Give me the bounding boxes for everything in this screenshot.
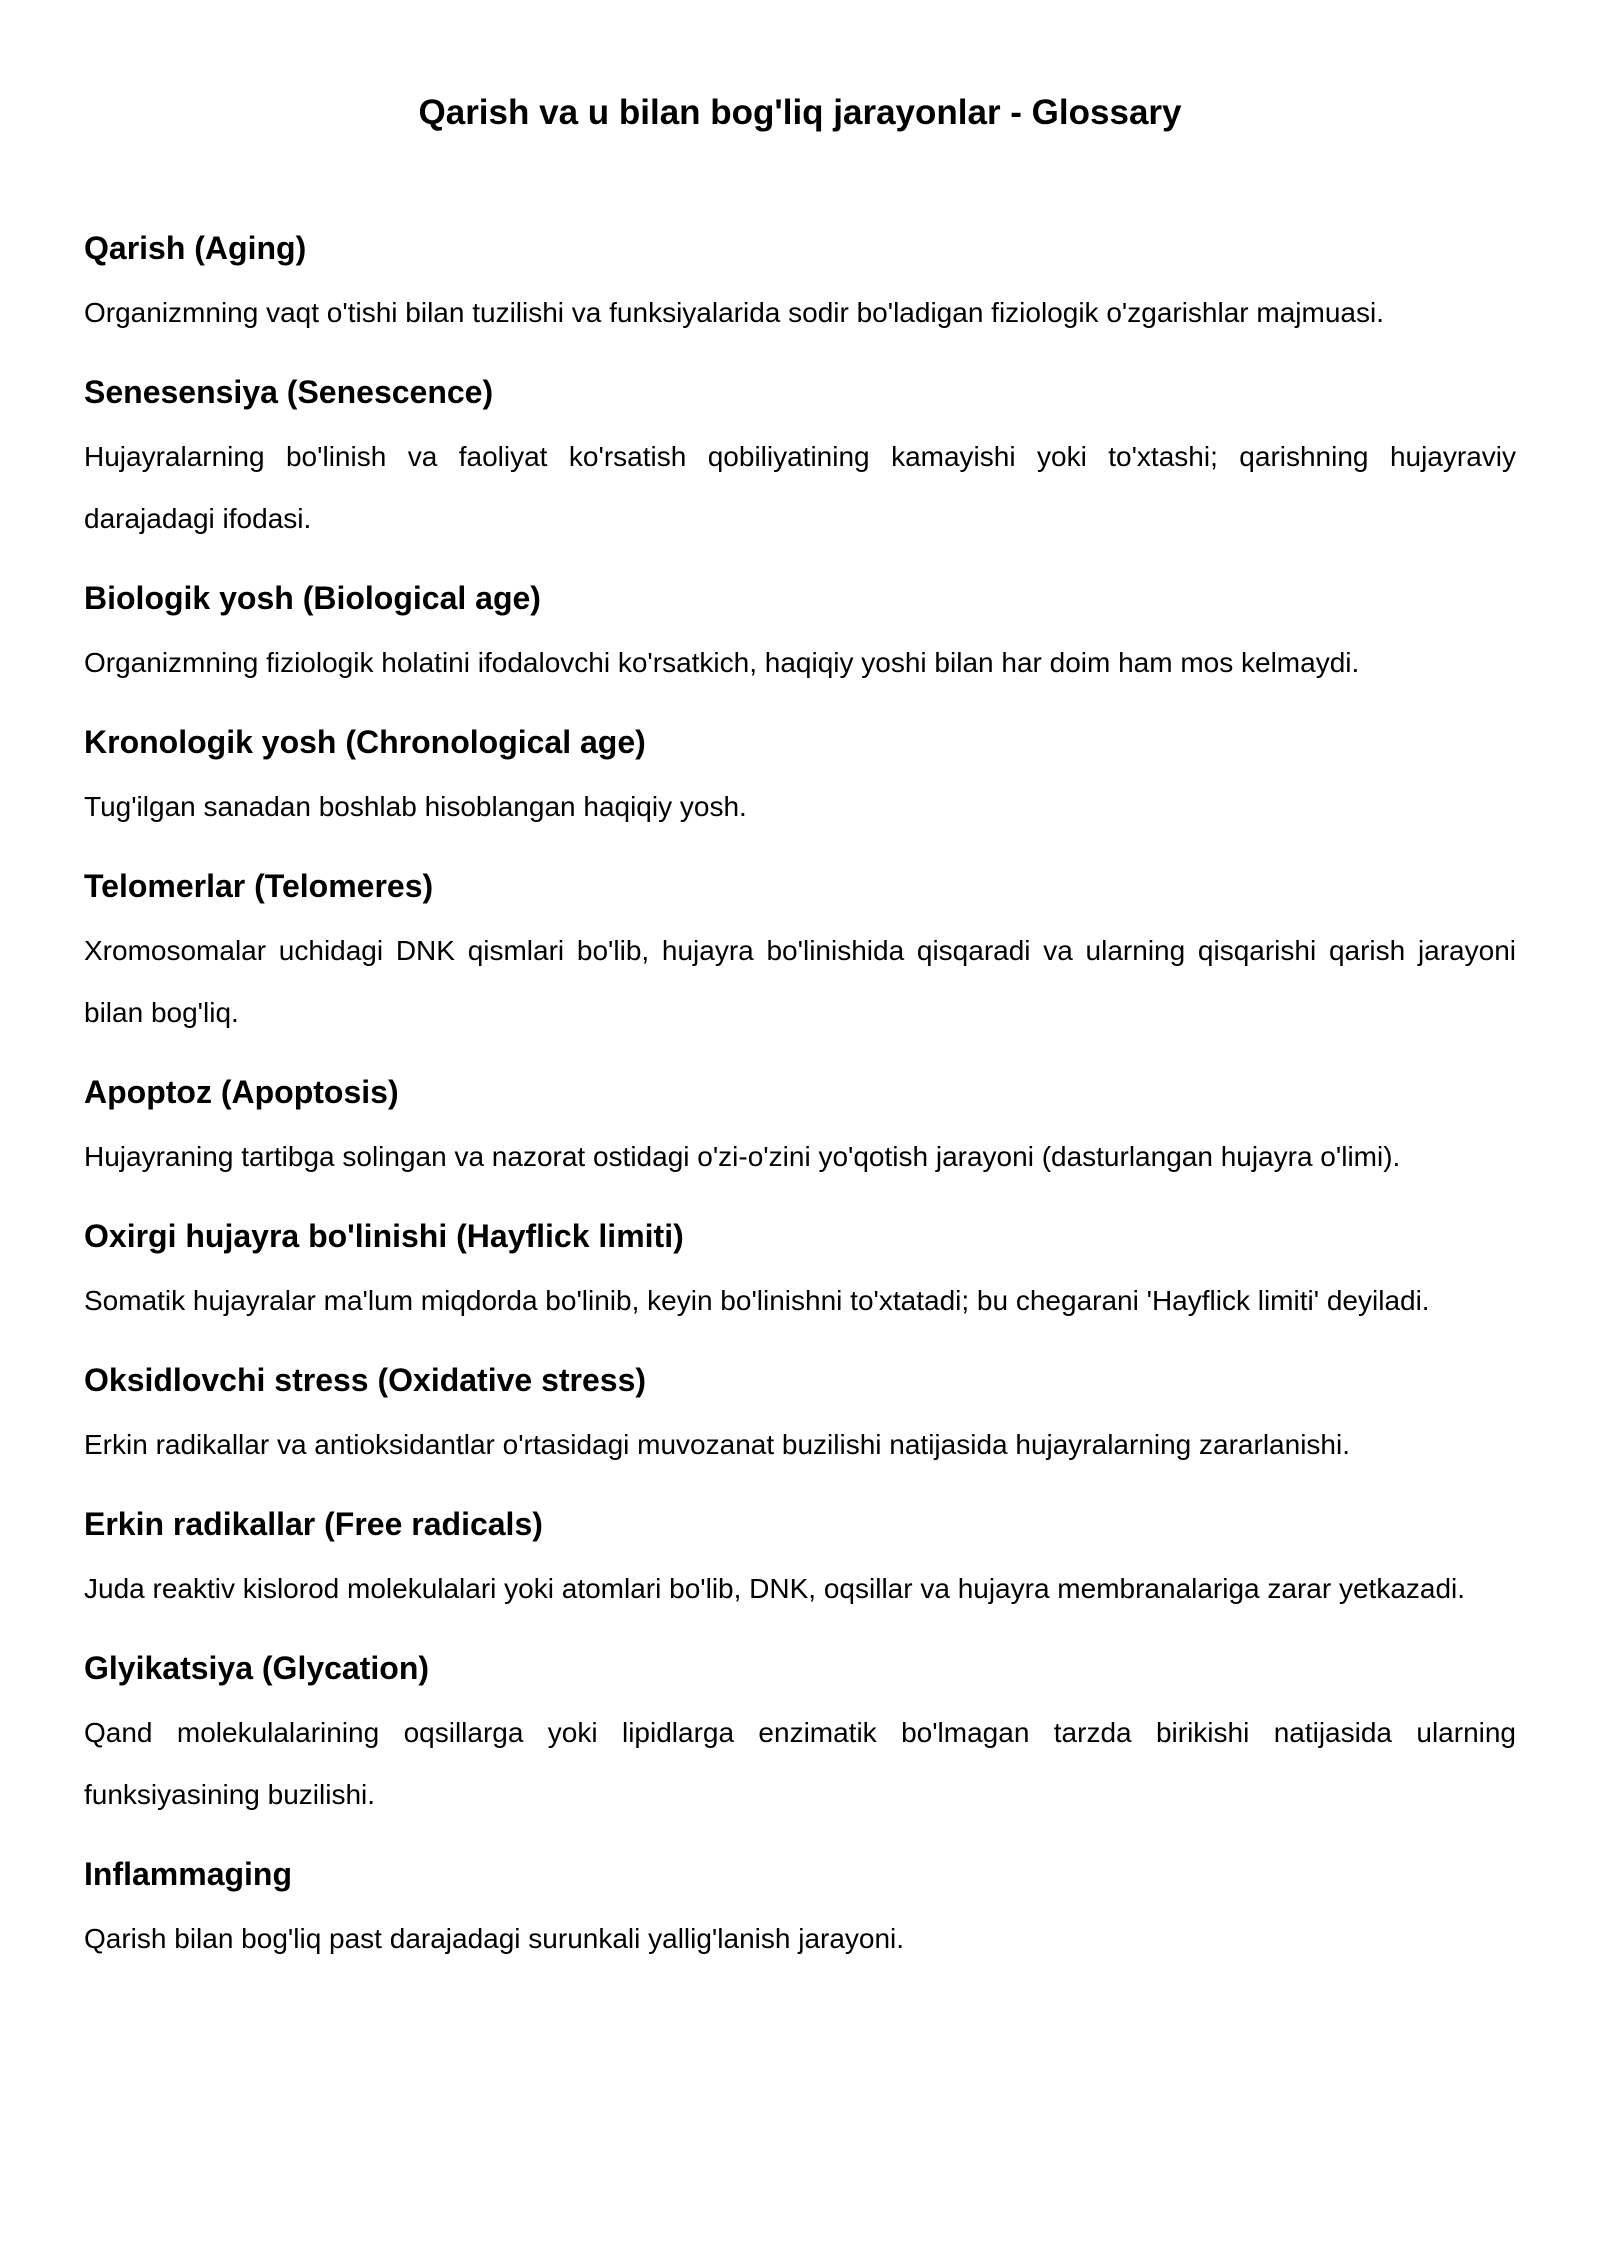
- glossary-term: Apoptoz (Apoptosis): [84, 1074, 399, 1110]
- glossary-entry: [84, 370, 1516, 550]
- glossary-term: Telomerlar (Telomeres): [84, 868, 434, 904]
- glossary-definition: Hujayraning tartibga solingan va nazorat ostidagi o'zi-o'zini yo'qotish jarayoni (dasturlangan hujayra o'limi).: [84, 1141, 1401, 1172]
- glossary-definition: Erkin radikallar va antioksidantlar o'rtasidagi muvozanat buzilishi natijasida hujayralarning zararlanishi.: [84, 1429, 1350, 1460]
- glossary-entry: [84, 864, 1516, 1044]
- glossary-definition: Somatik hujayralar ma'lum miqdorda bo'linib, keyin bo'linishni to'xtatadi; bu chegarani 'Hayflick limiti' deyiladi.: [84, 1285, 1430, 1316]
- glossary-entry: [84, 1646, 1516, 1826]
- glossary-entry: [84, 1070, 1516, 1188]
- glossary-term: Kronologik yosh (Chronological age): [84, 724, 646, 760]
- document-title: Qarish va u bilan bog'liq jarayonlar - Glossary: [418, 93, 1182, 132]
- glossary-entry: [84, 576, 1516, 694]
- glossary-definition: Organizmning fiziologik holatini ifodalovchi ko'rsatkich, haqiqiy yoshi bilan har doim ham mos kelmaydi.: [84, 647, 1360, 678]
- glossary-term: Qarish (Aging): [84, 230, 307, 266]
- glossary-definition: Juda reaktiv kislorod molekulalari yoki atomlari bo'lib, DNK, oqsillar va hujayra membranalariga zarar yetkazadi.: [84, 1573, 1466, 1604]
- glossary-definition: Organizmning vaqt o'tishi bilan tuzilishi va funksiyalarida sodir bo'ladigan fiziologik o'zgarishlar majmuasi.: [84, 297, 1384, 328]
- glossary-entry: [84, 720, 1516, 838]
- glossary-term: Oksidlovchi stress (Oxidative stress): [84, 1362, 647, 1398]
- glossary-definition: Xromosomalar uchidagi DNK qismlari bo'lib, hujayra bo'linishida qisqaradi va ularning qisqarishi qarish jarayoni bilan bog'liq.: [84, 935, 1516, 1028]
- glossary-definition: Qarish bilan bog'liq past darajadagi surunkali yallig'lanish jarayoni.: [84, 1923, 905, 1954]
- glossary-term: Inflammaging: [84, 1856, 293, 1892]
- glossary-term: Glyikatsiya (Glycation): [84, 1650, 430, 1686]
- glossary-entry: [84, 1358, 1516, 1476]
- glossary-entry: [84, 226, 1516, 344]
- glossary-entry: [84, 1852, 1516, 1970]
- glossary-list: [84, 226, 1516, 1970]
- glossary-entry: [84, 1502, 1516, 1620]
- glossary-term: Oxirgi hujayra bo'linishi (Hayflick limiti): [84, 1218, 684, 1254]
- glossary-term: Erkin radikallar (Free radicals): [84, 1506, 543, 1542]
- glossary-definition: Qand molekulalarining oqsillarga yoki lipidlarga enzimatik bo'lmagan tarzda birikishi natijasida ularning funksiyasining buzilishi.: [84, 1717, 1516, 1810]
- glossary-term: Senesensiya (Senescence): [84, 374, 494, 410]
- glossary-term: Biologik yosh (Biological age): [84, 580, 541, 616]
- glossary-definition: Hujayralarning bo'linish va faoliyat ko'rsatish qobiliyatining kamayishi yoki to'xtashi; qarishning hujayraviy darajadagi ifodasi.: [84, 441, 1516, 534]
- glossary-definition: Tug'ilgan sanadan boshlab hisoblangan haqiqiy yosh.: [84, 791, 747, 822]
- glossary-entry: [84, 1214, 1516, 1332]
